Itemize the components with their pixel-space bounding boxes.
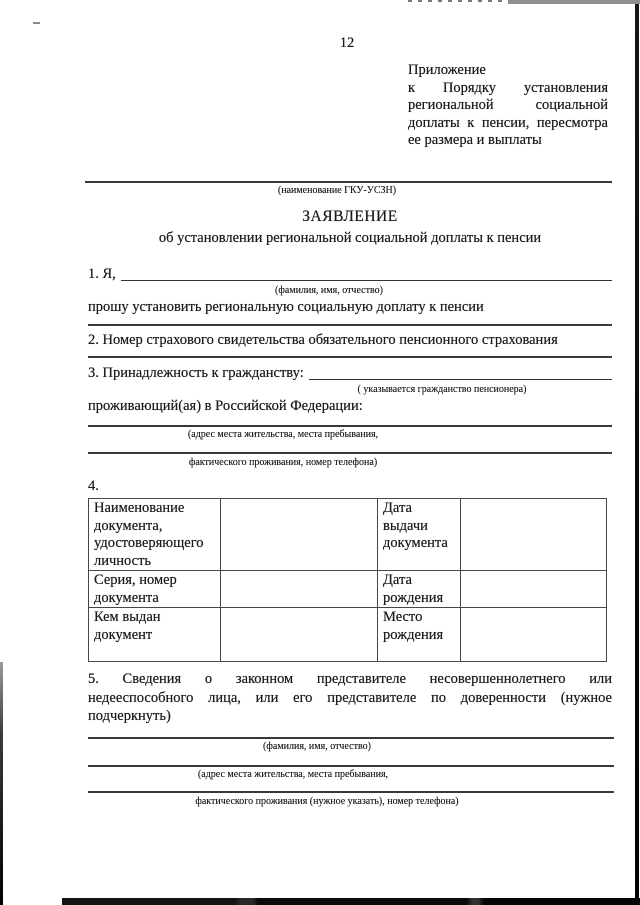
table-cell-doc-name-value	[221, 499, 378, 571]
org-name-caption: (наименование ГКУ-УСЗН)	[277, 185, 397, 196]
appendix-line: региональной социальной	[408, 97, 608, 114]
table-row	[89, 499, 607, 571]
field-1-blank-line	[121, 279, 612, 281]
field-3-text: проживающий(ая) в Российской Федерации:	[88, 398, 363, 414]
field-5-representative	[88, 670, 612, 726]
field-5-blank-line-2	[88, 765, 614, 767]
field-5-caption-3: фактического проживания (нужное указать), номер телефона)	[195, 796, 459, 807]
table-cell-birth-date-value	[461, 571, 607, 608]
field-3-address-caption-2: фактического проживания, номер телефона)	[188, 457, 378, 468]
field-5-text-line: подчеркнуть)	[88, 708, 171, 725]
field-5-text-line: 5. Сведения о законном представителе несовершеннолетнего или	[88, 671, 612, 687]
org-name-blank-line	[85, 181, 612, 183]
appendix-note	[408, 62, 608, 150]
scan-edge-left	[0, 662, 3, 905]
field-5-blank-line-3	[88, 791, 614, 793]
table-cell-issuer-label: Кем выдан документ	[89, 608, 221, 662]
table-cell-issue-date-label: Дата выдачи документа	[378, 499, 461, 571]
field-1-label: 1. Я,	[88, 266, 116, 282]
field-2-blank-line-top	[88, 324, 612, 326]
form-subtitle: об установлении региональной социальной доплаты к пенсии	[158, 230, 542, 246]
table-cell-series-label: Серия, номер документа	[89, 571, 221, 608]
table-cell-birth-date-label: Дата рождения	[378, 571, 461, 608]
field-5-caption-1: (фамилия, имя, отчество)	[263, 741, 371, 752]
field-5-blank-line-1	[88, 737, 614, 739]
table-cell-birth-place-label: Место рождения	[378, 608, 461, 662]
field-2-label: 2. Номер страхового свидетельства обязательного пенсионного страхования	[88, 332, 558, 348]
page-number: 12	[339, 35, 355, 51]
field-3-address-line-1	[88, 425, 612, 427]
table-row	[89, 571, 607, 608]
field-1-caption: (фамилия, имя, отчество)	[275, 285, 383, 296]
field-3-caption: ( указывается гражданство пенсионера)	[357, 384, 527, 395]
table-cell-birth-place-value	[461, 608, 607, 662]
field-1-fio	[88, 264, 612, 283]
form-title: ЗАЯВЛЕНИЕ	[302, 208, 398, 225]
field-2-blank-line-bottom	[88, 356, 612, 358]
scan-artifact-top-dots	[408, 0, 508, 2]
field-3-address-line-2	[88, 452, 612, 454]
field-5-text-line: недееспособного лица, или его представителе по доверенности (нужное	[88, 689, 612, 706]
identity-document-table	[88, 498, 607, 662]
table-cell-issue-date-value	[461, 499, 607, 571]
field-5-caption-2: (адрес места жительства, места пребывания,	[197, 769, 389, 780]
appendix-line: Приложение	[408, 62, 486, 78]
table-cell-issuer-value	[221, 608, 378, 662]
table-cell-doc-name-label: Наименование документа, удостоверяющего личность	[89, 499, 221, 571]
field-4-label: 4.	[88, 478, 99, 494]
scan-edge-right	[635, 0, 639, 905]
scan-edge-bottom	[62, 898, 640, 905]
field-3-address-caption-1: (адрес места жительства, места пребывания,	[187, 429, 379, 440]
scan-artifact-top-strip	[508, 0, 640, 4]
scan-artifact-dash	[33, 22, 40, 24]
field-3-blank-line	[309, 378, 612, 380]
table-cell-series-value	[221, 571, 378, 608]
appendix-line: доплаты к пенсии, пересмотра	[408, 114, 608, 131]
table-row	[89, 608, 607, 662]
field-3-citizenship	[88, 363, 612, 382]
field-1-text: прошу установить региональную социальную доплату к пенсии	[88, 299, 484, 315]
appendix-line: ее размера и выплаты	[408, 132, 542, 149]
appendix-line: к Порядку установления	[408, 79, 608, 96]
field-3-label: 3. Принадлежность к гражданству:	[88, 365, 304, 381]
